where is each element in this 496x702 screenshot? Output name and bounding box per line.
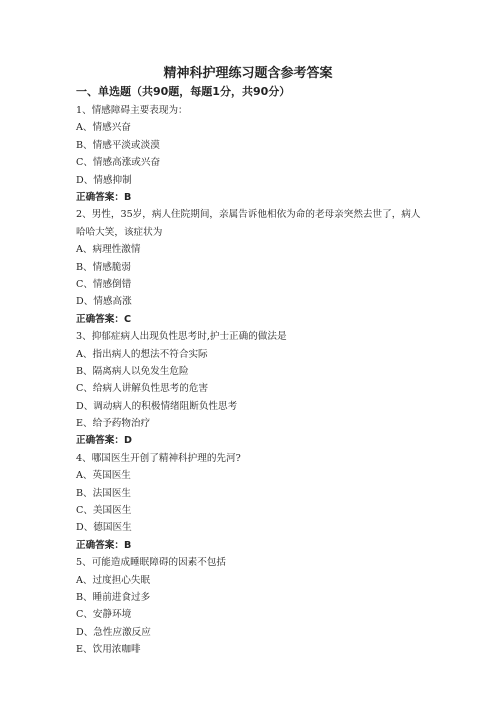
question-2 [76,206,421,328]
option: C、给病人讲解负性思考的危害 [76,383,209,395]
option: D、德国医生 [76,522,132,534]
correct-answer: 正确答案：C [76,313,132,325]
option: A、情感兴奋 [76,122,131,134]
option: B、情感平淡或淡漠 [76,139,160,151]
question-5 [76,554,421,658]
option: D、急性应激反应 [76,626,151,638]
option: E、饮用浓咖啡 [76,644,141,656]
question-stem: 5、可能造成睡眠障碍的因素不包括 [76,557,227,569]
option: C、美国医生 [76,505,132,517]
section-heading: 一、单选题（共90题，每题1分，共90分） [76,85,291,98]
option: B、法国医生 [76,487,132,499]
correct-answer: 正确答案：D [76,435,132,447]
option: A、病理性激情 [76,244,141,256]
option: E、给予药物治疗 [76,418,151,430]
page-title: 精神科护理练习题含参考答案 [163,66,333,81]
option: B、情感脆弱 [76,261,132,273]
option: D、调动病人的积极情绪阻断负性思考 [76,400,238,412]
correct-answer: 正确答案：B [76,539,132,551]
question-3 [76,328,421,450]
option: D、情感抑制 [76,174,132,186]
option: B、隔离病人以免发生危险 [76,365,189,377]
question-stem: 2、男性，35岁，病人住院期间，亲属告诉他相依为命的老母亲突然去世了，病人哈哈大笑，该症状为 [76,209,421,238]
option: C、情感高涨或兴奋 [76,157,161,169]
question-stem: 4、哪国医生开创了精神科护理的先河? [76,452,241,464]
question-1 [76,102,421,206]
option: A、英国医生 [76,470,131,482]
option: C、情感倒错 [76,278,132,290]
option: A、指出病人的想法不符合实际 [76,348,208,360]
question-stem: 1、情感障碍主要表现为： [76,105,188,116]
correct-answer: 正确答案：B [76,191,132,203]
option: B、睡前进食过多 [76,591,151,603]
option: D、情感高涨 [76,296,132,308]
option: A、过度担心失眠 [76,574,151,586]
question-list [76,102,421,659]
option: C、安静环境 [76,609,132,621]
question-stem: 3、抑郁症病人出现负性思考时,护士正确的做法是 [76,331,287,343]
question-4 [76,450,421,554]
